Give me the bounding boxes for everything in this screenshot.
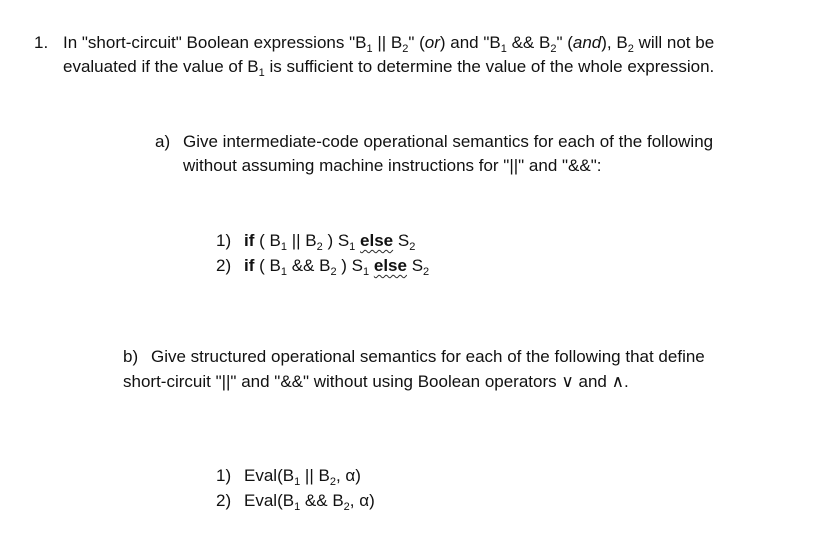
part-b-line-2: short-circuit "||" and "&&" without using Boolean operators ∨ and ∧. <box>123 372 629 391</box>
part-a-item-number: 1) <box>216 231 232 250</box>
part-b-item-1: $Eval(B_1$ || $B_2$, α) <box>244 466 361 488</box>
part-a-item-2: if ( $B_1$ && $B_2$ ) $S_1$ else $S_2$ <box>244 256 430 278</box>
part-b-item-number: 1) <box>216 466 232 485</box>
question-number: 1. <box>34 33 49 52</box>
part-b-label: b) <box>123 347 139 366</box>
question-line-2: evaluated if the value of $B_1$ is sufficient to determine the value of the whole expression. <box>63 57 715 79</box>
part-a-item-number: 2) <box>216 256 232 275</box>
part-b-line-1: Give structured operational semantics for each of the following that define <box>151 347 705 366</box>
part-b-item-2: $Eval(B_1$ && $B_2$, α) <box>244 491 375 513</box>
question-line-1: In "short-circuit" Boolean expressions "$B_1$ || $B_2$" (or) and "$B_1$ && $B_2$" (and), $B_2$ will not be <box>63 33 715 55</box>
part-a-line-2: without assuming machine instructions for "||" and "&&": <box>183 156 602 175</box>
part-a-line-1: Give intermediate-code operational semantics for each of the following <box>183 132 714 151</box>
part-a-label: a) <box>155 132 171 151</box>
part-a-item-1: if ( $B_1$ || $B_2$ ) $S_1$ else $S_2$ <box>244 231 416 253</box>
part-b-item-number: 2) <box>216 491 232 510</box>
